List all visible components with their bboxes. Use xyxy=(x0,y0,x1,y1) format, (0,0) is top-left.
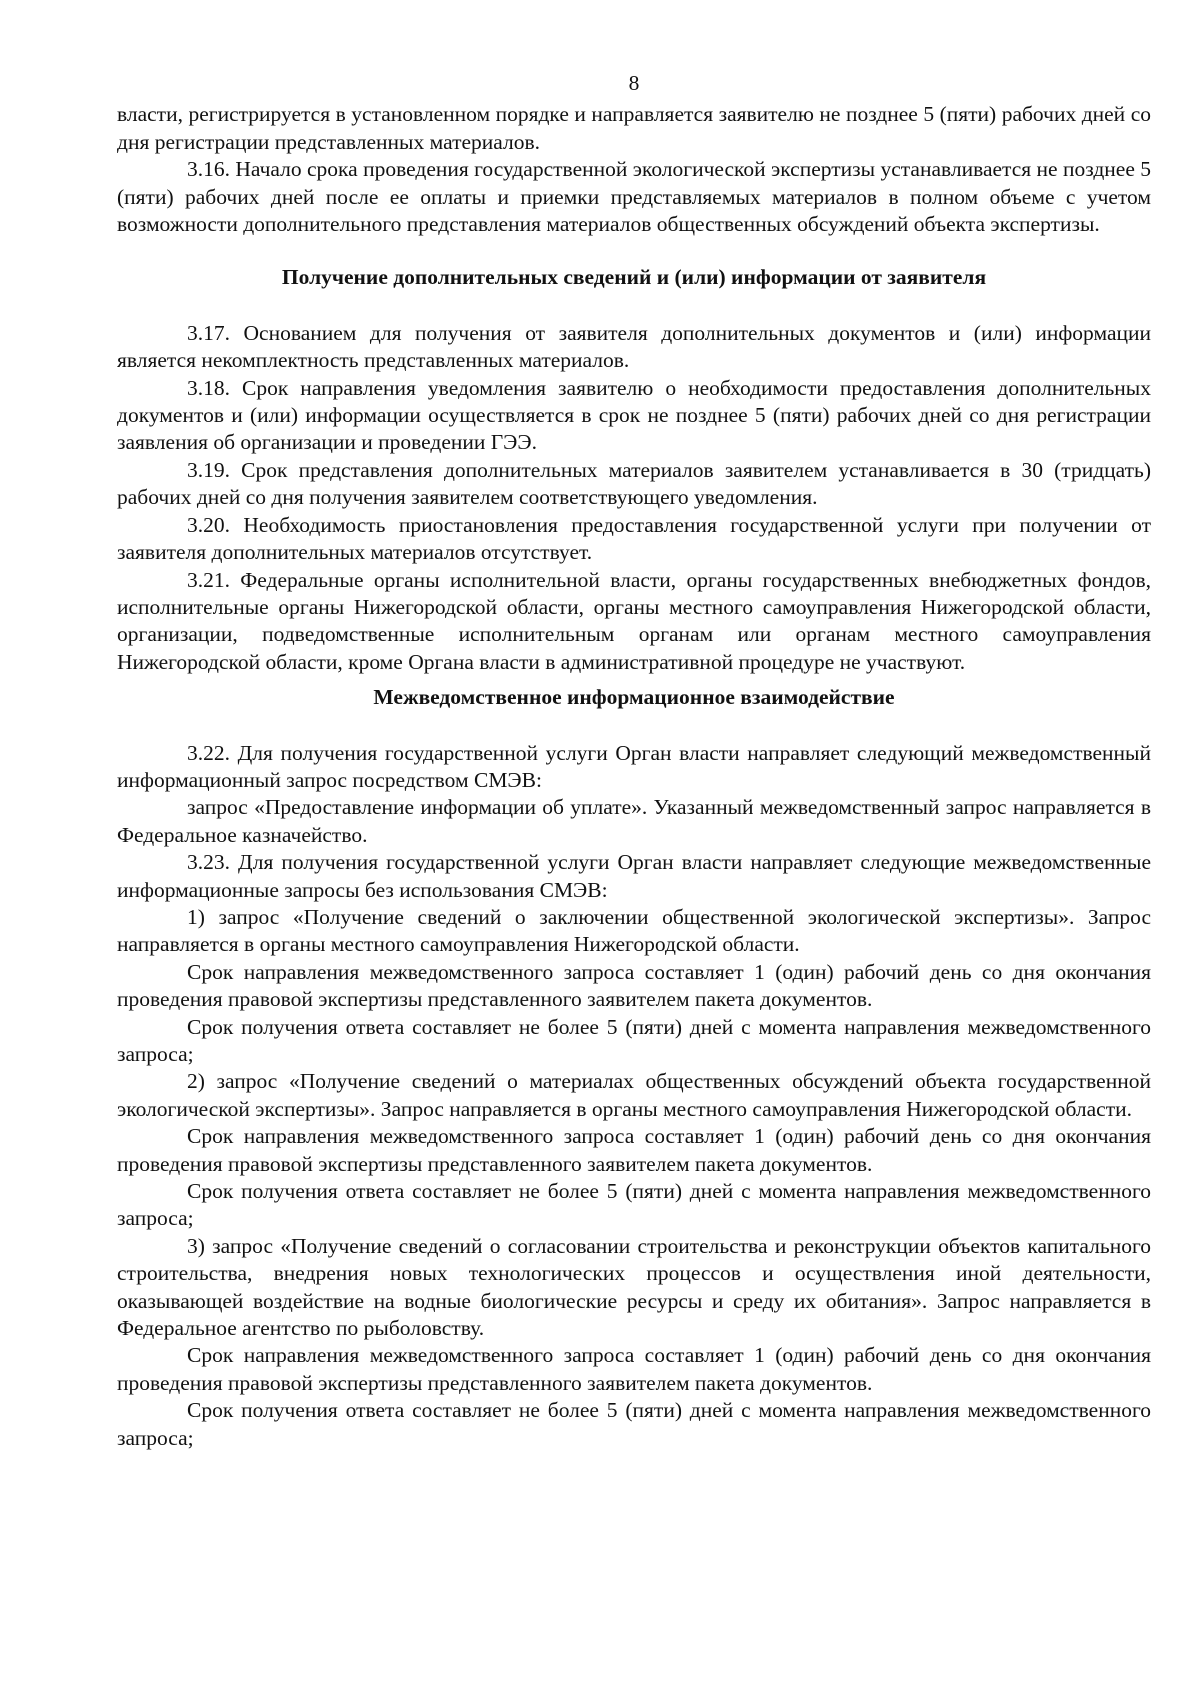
spacer xyxy=(117,676,1151,684)
document-page xyxy=(117,70,1151,1452)
paragraph: 3.19. Срок представления дополнительных материалов заявителем устанавливается в 30 (тридцать) рабочих дней со дня получения заявителем соответствующего уведомления. xyxy=(117,457,1151,510)
paragraph: Срок получения ответа составляет не более 5 (пяти) дней с момента направления межведомственного запроса; xyxy=(117,1014,1151,1066)
paragraph: 3) запрос «Получение сведений о согласовании строительства и реконструкции объектов капитального строительства, внедрения новых технологических процессов и осуществления иной деятельности, оказывающей воздействие на водные биологические ресурсы и среду их обитания». Запрос направляется в Федеральное агентство по рыболовству. xyxy=(117,1233,1151,1341)
section-heading: Получение дополнительных сведений и (или) информации от заявителя xyxy=(281,265,987,290)
section-bottom xyxy=(117,740,1151,1453)
paragraph: Срок получения ответа составляет не более 5 (пяти) дней с момента направления межведомственного запроса; xyxy=(117,1179,1151,1231)
paragraph: 3.18. Срок направления уведомления заявителю о необходимости предоставления дополнительных документов и (или) информации осуществляется в срок не позднее 5 (пяти) рабочих дней со дня регистрации заявления об организации и проведении ГЭЭ. xyxy=(117,375,1151,455)
spacer xyxy=(117,712,1151,740)
spacer xyxy=(117,292,1151,320)
paragraph: 3.21. Федеральные органы исполнительной власти, органы государственных внебюджетных фондов, исполнительные органы Нижегородской области, органы местного самоуправления Нижегородской области, организации, подведомственные исполнительным органам или органам местного самоуправления Нижегородской области, кроме Органа власти в административной процедуре не участвуют. xyxy=(117,567,1151,674)
spacer xyxy=(117,238,1151,264)
paragraph: 2) запрос «Получение сведений о материалах общественных обсуждений объекта государственной экологической экспертизы». Запрос направляется в органы местного самоуправления Нижегородской области. xyxy=(117,1069,1151,1121)
section-mid xyxy=(117,320,1151,676)
paragraph: 3.23. Для получения государственной услуги Орган власти направляет следующие межведомственные информационные запросы без использования СМЭВ: xyxy=(117,850,1151,902)
paragraph: Срок получения ответа составляет не более 5 (пяти) дней с момента направления межведомственного запроса; xyxy=(117,1398,1151,1450)
paragraph: 3.17. Основанием для получения от заявителя дополнительных документов и (или) информации является некомплектность представленных материалов. xyxy=(117,320,1151,373)
paragraph: запрос «Предоставление информации об уплате». Указанный межведомственный запрос направляется в Федеральное казначейство. xyxy=(117,795,1151,847)
paragraph: 3.22. Для получения государственной услуги Орган власти направляет следующий межведомственный информационный запрос посредством СМЭВ: xyxy=(117,740,1151,792)
section-heading: Межведомственное информационное взаимодействие xyxy=(373,685,895,710)
paragraph: 3.16. Начало срока проведения государственной экологической экспертизы устанавливается не позднее 5 (пяти) рабочих дней после ее оплаты и приемки представляемых материалов в полном объеме с учетом возможности дополнительного представления материалов общественных обсуждений объекта экспертизы. xyxy=(117,157,1151,237)
paragraph: 3.20. Необходимость приостановления предоставления государственной услуги при получении от заявителя дополнительных материалов отсутствует. xyxy=(117,512,1151,565)
paragraph: Срок направления межведомственного запроса составляет 1 (один) рабочий день со дня окончания проведения правовой экспертизы представленного заявителем пакета документов. xyxy=(117,959,1151,1012)
paragraph: Срок направления межведомственного запроса составляет 1 (один) рабочий день со дня окончания проведения правовой экспертизы представленного заявителем пакета документов. xyxy=(117,1124,1151,1176)
page-number: 8 xyxy=(628,71,640,95)
section-top xyxy=(117,101,1151,238)
paragraph: власти, регистрируется в установленном порядке и направляется заявителю не позднее 5 (пяти) рабочих дней со дня регистрации представленных материалов. xyxy=(117,102,1151,154)
paragraph: 1) запрос «Получение сведений о заключении общественной экологической экспертизы». Запрос направляется в органы местного самоуправления Нижегородской области. xyxy=(117,904,1151,957)
paragraph: Срок направления межведомственного запроса составляет 1 (один) рабочий день со дня окончания проведения правовой экспертизы представленного заявителем пакета документов. xyxy=(117,1343,1151,1395)
